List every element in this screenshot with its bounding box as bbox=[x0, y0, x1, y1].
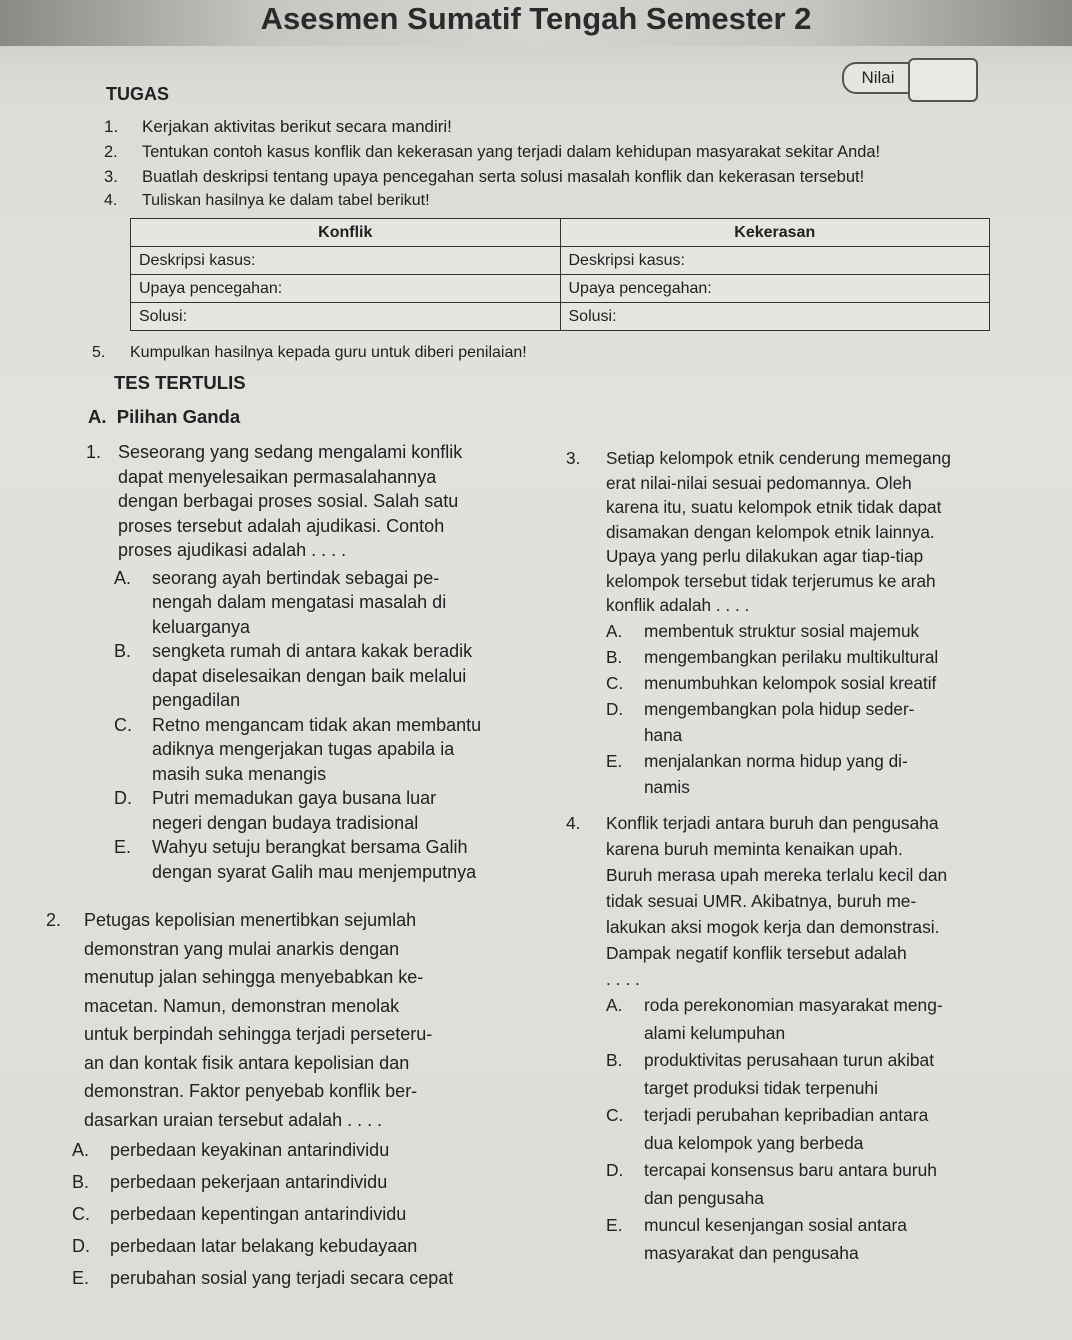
konflik-kekerasan-table bbox=[130, 218, 990, 331]
question-text-line: untuk berpindah sehingga terjadi perseteru- bbox=[84, 1024, 433, 1044]
table-header: Konflik bbox=[131, 219, 561, 247]
question-number: 2. bbox=[46, 910, 62, 930]
option-d[interactable]: D. mengembangkan pola hidup seder- hana bbox=[606, 698, 915, 745]
option-a[interactable]: A. membentuk struktur sosial majemuk bbox=[606, 620, 920, 641]
question-text-line: dapat menyelesaikan permasalahannya bbox=[118, 466, 437, 487]
section-heading: A. Pilihan Ganda bbox=[88, 406, 241, 427]
table-row bbox=[131, 247, 990, 275]
option-d[interactable]: D. perbedaan latar belakang kebudayaan bbox=[72, 1236, 418, 1256]
question-text-line: kelompok tersebut tidak terjerumus ke arah bbox=[606, 570, 936, 591]
tugas-item: 4. Tuliskan hasilnya ke dalam tabel berikut! bbox=[104, 192, 430, 209]
question-text-line: dengan berbagai proses sosial. Salah satu bbox=[118, 491, 459, 511]
option-c[interactable]: C. terjadi perubahan kepribadian antara dua kelompok yang berbeda bbox=[606, 1105, 929, 1153]
table-cell: Solusi: bbox=[131, 303, 561, 331]
question-text-line: erat nilai-nilai sesuai pedomannya. Oleh bbox=[606, 472, 912, 493]
table-header-row bbox=[131, 219, 990, 247]
question-text-line: menutup jalan sehingga menyebabkan ke- bbox=[84, 967, 424, 987]
option-e[interactable]: E. menjalankan norma hidup yang di- namis bbox=[606, 750, 908, 797]
question-text-line: an dan kontak fisik antara kepolisian dan bbox=[84, 1052, 410, 1073]
question-text-line: proses ajudikasi adalah . . . . bbox=[118, 540, 347, 560]
question-text-line: dasarkan uraian tersebut adalah . . . . bbox=[84, 1109, 383, 1130]
option-a[interactable]: A. seorang ayah bertindak sebagai pe- nengah dalam mengatasi masalah di keluarganya bbox=[114, 567, 447, 637]
tugas-item: 1. Kerjakan aktivitas berikut secara mandiri! bbox=[104, 117, 452, 136]
question-text-line: karena buruh meminta kenaikan upah. bbox=[606, 839, 903, 859]
question-text-line: Konflik terjadi antara buruh dan pengusaha bbox=[606, 813, 939, 833]
question-2 bbox=[46, 906, 536, 1294]
option-d[interactable]: D. Putri memadukan gaya busana luar negeri dengan budaya tradisional bbox=[114, 788, 437, 833]
table-row bbox=[131, 275, 990, 303]
option-b[interactable]: B. sengketa rumah di antara kakak beradik dapat diselesaikan dengan baik melalui pengadilan bbox=[114, 641, 473, 710]
question-text-line: tidak sesuai UMR. Akibatnya, buruh me- bbox=[606, 891, 917, 911]
question-text-line: demonstran. Faktor penyebab konflik ber- bbox=[84, 1081, 418, 1101]
nilai-score-box bbox=[908, 58, 978, 102]
option-b[interactable]: B. perbedaan pekerjaan antarindividu bbox=[72, 1172, 388, 1192]
page-title: Asesmen Sumatif Tengah Semester 2 bbox=[260, 1, 812, 36]
nilai-label: Nilai bbox=[842, 62, 912, 94]
table-header: Kekerasan bbox=[560, 219, 990, 247]
question-text-line: Buruh merasa upah mereka terlalu kecil dan bbox=[606, 865, 948, 885]
option-c[interactable]: C. perbedaan kepentingan antarindividu bbox=[72, 1204, 407, 1224]
option-e[interactable]: E. Wahyu setuju berangkat bersama Galih dengan syarat Galih mau menjemputnya bbox=[114, 837, 477, 882]
question-3 bbox=[566, 446, 1016, 800]
question-text-line: disamakan dengan kelompok etnik lainnya. bbox=[606, 521, 935, 542]
tugas-item: 3. Buatlah deskripsi tentang upaya pencegahan serta solusi masalah konflik dan kekerasan tersebut! bbox=[104, 167, 865, 186]
tugas-item: 2. Tentukan contoh kasus konflik dan kekerasan yang terjadi dalam kehidupan masyarakat sekitar Anda! bbox=[104, 143, 881, 161]
question-number: 1. bbox=[86, 442, 102, 462]
question-text-line: proses tersebut adalah ajudikasi. Contoh bbox=[118, 515, 445, 536]
table-cell: Upaya pencegahan: bbox=[560, 275, 990, 303]
table-cell: Solusi: bbox=[560, 303, 990, 331]
option-b[interactable]: B. mengembangkan perilaku multikultural bbox=[606, 646, 939, 667]
question-number: 4. bbox=[566, 813, 581, 833]
question-text-line: Petugas kepolisian menertibkan sejumlah bbox=[84, 910, 417, 930]
option-e[interactable]: E. muncul kesenjangan sosial antara masyarakat dan pengusaha bbox=[606, 1215, 907, 1263]
tugas-heading: TUGAS bbox=[106, 84, 169, 104]
question-text-line: konflik adalah . . . . bbox=[606, 595, 750, 615]
option-b[interactable]: B. produktivitas perusahaan turun akibat target produksi tidak terpenuhi bbox=[606, 1050, 935, 1098]
option-a[interactable]: A. roda perekonomian masyarakat meng- alami kelumpuhan bbox=[606, 995, 943, 1043]
table-cell: Upaya pencegahan: bbox=[131, 275, 561, 303]
question-text-line: lakukan aksi mogok kerja dan demonstrasi. bbox=[606, 917, 940, 937]
question-1 bbox=[86, 440, 536, 884]
question-text-line: Setiap kelompok etnik cenderung memegang bbox=[606, 448, 951, 468]
tugas-item: 5. Kumpulkan hasilnya kepada guru untuk diberi penilaian! bbox=[92, 344, 527, 361]
question-4 bbox=[566, 810, 1036, 1267]
question-number: 3. bbox=[566, 448, 581, 468]
question-text-line: Upaya yang perlu dilakukan agar tiap-tiap bbox=[606, 546, 924, 566]
header-banner bbox=[0, 0, 1072, 46]
table-cell: Deskripsi kasus: bbox=[131, 247, 561, 275]
option-c[interactable]: C. Retno mengancam tidak akan membantu adiknya mengerjakan tugas apabila ia masih suka menangis bbox=[114, 714, 482, 784]
question-text-line: Seseorang yang sedang mengalami konflik bbox=[118, 442, 463, 462]
option-c[interactable]: C. menumbuhkan kelompok sosial kreatif bbox=[606, 672, 937, 693]
question-text-line: demonstran yang mulai anarkis dengan bbox=[84, 938, 400, 959]
option-d[interactable]: D. tercapai konsensus baru antara buruh dan pengusaha bbox=[606, 1160, 937, 1208]
table-row bbox=[131, 303, 990, 331]
question-text-line: Dampak negatif konflik tersebut adalah bbox=[606, 943, 907, 963]
question-text-line: macetan. Namun, demonstran menolak bbox=[84, 995, 400, 1016]
tes-heading: TES TERTULIS bbox=[114, 372, 246, 393]
question-text-line: . . . . bbox=[606, 969, 640, 989]
question-text-line: karena itu, suatu kelompok etnik tidak dapat bbox=[606, 497, 942, 517]
option-a[interactable]: A. perbedaan keyakinan antarindividu bbox=[72, 1140, 390, 1160]
option-e[interactable]: E. perubahan sosial yang terjadi secara cepat bbox=[72, 1268, 454, 1288]
table-cell: Deskripsi kasus: bbox=[560, 247, 990, 275]
